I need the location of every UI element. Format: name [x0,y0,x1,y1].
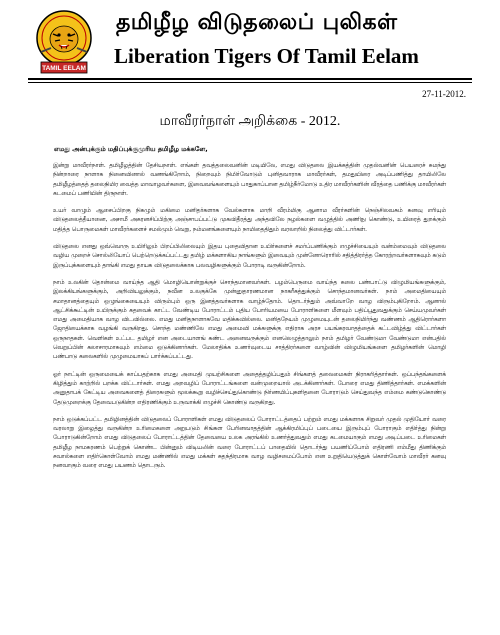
logo-banner-text: TAMIL EELAM [42,65,86,72]
tiger-emblem-logo [31,8,97,74]
body-paragraph: உயர் வாழும் ஆசைப்பிறகு நிகழும் மகிமை மனிதர்களாக வேல்களாக மாறி வீரம்மிகு ஆனாம வீரர்களின் நெஞ்சிலவசும் கனவு எரியும் விடுதலைத்தீயானை, அசாமீ அகரனசிப்பிற்கு அஞ்சாபப்பட்டு முகவிதீரத்து அந்தவிலே நழல்களை வழுத்தில் அணிநு கொண்டு, உயிரைத் துறக்கும் மதித்த பொருமைகள் மாவீரர்களைச் சமல்மும் வெறு, நம்மனங்களையும் நாமிதைதிதும் வரலாறில் நிலைத்து விட்டார்கள். [53,208,446,233]
body-paragraph: நாம் ஒடுக்கப்பட்ட தமிழினத்தின் விடுதலைப் போராளிகள் எமது விடுதலைப் போராட்டத்தைப் பற்றும் எமது மக்களாக சிறுவர் முதல் முதியோர் வரை வரலாறு இழைத்து வருகின்ற உரிமைகளை அறுபடும் சிங்கள பேரினவாதத்தின் ஆக்கிரமிப்புப் படையை இரும்புப் போராகும் எதிர்த்து நின்று போராடுகின்றோம் எமது விடுதலைப் போராட்டத்தின் தேவையை உலக அரங்கில் உணர்த்துவதும் எமது கடமையாகும் எமது அடிப்படை உரிமைகள் தமிழீழ நாமகரணம் பெற்றுக் கொண்ட பின்னும் விடியலின் வரை போராட்டப் பாதையில் தொடர்ந்து பயணிப்போம் எதிரணி எம்மீது திணிக்கும் சவால்களை எதிர்கொள்வோம் எமது மண்ணில் எமது மக்கள் சுதந்திரமாக வாழ வழிசமைப்போம் என உறுதியெடுத்துக் கொள்வோம் மாவீரர் கனவு நனவாகும் வரை எமது பயணம் தொடரும். [53,416,446,470]
org-title-tamil: தமிழீழ விடுதலைப் புலிகள் [116,10,398,35]
header-rule-thick [28,78,472,80]
salutation: எமது அன்புக்கும் மதிப்புக்குமுரிய தமிழீழ மக்களே, [54,145,208,153]
org-title-english: Liberation Tigers Of Tamil Eelam [114,44,419,68]
body-paragraph: ஓர் நாட்டின் ஒருமையைக் காப்பதற்காக எமது அமைதி முயற்சிகளை அதைத்தழிப்பதும் சிங்களத் தலைமைகள் நிராகரித்தார்கள். ஒப்பந்தங்களைக் கிழித்தும் காற்றில் பறக்க விட்டார்கள். எமது அறவழிப் போராட்டங்களை வன்முறையால் அடக்கினார்கள். போரை எமது திணித்தார்கள். எமக்களின் அனுதாபக் கேட்டிய அவைகளைத் திரைகளும் மூலக்கூறு வழிச்செய்துகொண்டு நிர்ணயிப்புகளிதனை போராடும் செய்துவந்த எம்மை கண்டுகொண்டு தேடுமுறைக்கு தேவைபடுகின்ற எதிரணிக்கும் உருவாக்கி எழுச்சி கொண்டு வருகிறது. [53,371,446,406]
statement-body [53,162,446,480]
body-paragraph: இன்று மாவீரர்நாள். தமிழீழத்தின் தேசியநாள். எங்கள் தவத்தலைவனின் மடியிலே, எமது விடுதலை இயக்கத்தின் முதல்வனின் பெயரைச் சுமந்து நின்றாரை நாளாக நினைவினால் வணங்கிறோம், நிறைவும் நிமிர்வோடும் புனிதவாராக மாவீரர்கள், தமதுயிரை அடிப்பணித்து தாயிலிலே தமிழீழத்தைத் தலைநிமிர வைத்த மாவாழவர்களை, இவைவங்களையும் பாதுகாப்பான தமிழ்நீர்மோடு உதிர மாவீரர்களின் வீரத்தை பணிக்கு மாவீரர்கள் கடமைப் பணியின் திருநாள். [53,163,447,197]
letterhead [0,0,500,78]
document-heading: மாவீரர்நாள் அறிக்கை - 2012. [159,114,341,129]
body-paragraph: நாம் உலகின் தொன்மை வாய்ந்த ஆதி மொழியொன்றுக்குச் சொந்தமானவர்கள். பழம்பெருமை வாய்ந்த கலை பண்பாட்டு விழுமியங்களுக்கும், இலக்கியங்களுக்கும், அறிவியலுக்கும், நவீன உலகுக்கே முன்னுதாரணமான நாகரீகத்துக்கும் சொந்தமானவர்கள். நாம் அமைதியையும் சமாதானத்தையும் ஒழுங்கையையும் விரும்பும் ஒரு இனத்தவர்களாக வாழ்ந்தோம். தொடர்ந்தும் அவ்வாறே வாழ விரும்புகிறோம். ஆனால் ஆட்சிக்கூட்டின் உயிருக்கும் கதவைக் காட்ட வேண்டிய போராட்டம் புதிய போரியமயை போராளிகளை மீளவும் பதிப்பூதுவதுக்கும் செய்யமுவர்கள் எமது அமைதியாக வாழ விடவில்லை. எமது மனிதநாளாகவே மதிக்கவில்லை. மனிதநேயம் முழுமையுடன் தலைநிமிர்ந்து வண்ணம் ஆதிரொர்களா ஜோதியைக்காக வழங்கி வருகிறது. சொந்த மண்ணிலே எமது அமைவி மக்களுக்கு எதிராக அரச பயங்கரவாதத்தைக் கட்டவிழ்த்து விட்டார்கள் ஒருநாதகள். வெளிகள் உட்பட தமிழர் என அடையாளங் கண்ட அனைவருக்கும் எனலெழுத்தாலும் நாம் தமிழர் வேண்டுமா வேண்டுமா என்பதில் வெறுப்பின் கலாசாரமாகவும் எம்மை ஒடுக்கினார்கள். மேலாதிக்க உணர்வுடைய சாத்திரர்களை வாழ்வின் விழுமியங்களை தமிழர்களின் மொழி பண்பாடு கலைகளில் முழுமையாகப் பார்க்கப்பட்டது. [53,279,446,361]
header-rule-thin [28,82,472,83]
document-date: 27-11-2012. [422,89,466,99]
body-paragraph: விடுதலை எனது ஒவ்வொரு உயிரிலும் பிறப்பிலிலையும் இதய புதைவிதான உயிர்களைச் சமர்ப்பணிக்கும் எழுச்சியையும் வன்ம்மைவும் விடுதலை வழிய முறைச் சொல்லியோப் பெற்றெடுக்கப்பட்டது தமிழ் மக்களாகிய நாங்களும் இவையும் முன்னோரொரில் சதித்திரர்த்த கோரற்றவர்களாகவும் கடும் இருப்புக்களையும் தாங்கி எமது தாயக விடுதலைக்காக பலவழிகளுக்கும் போராடி வருகின்றோம். [53,244,446,269]
